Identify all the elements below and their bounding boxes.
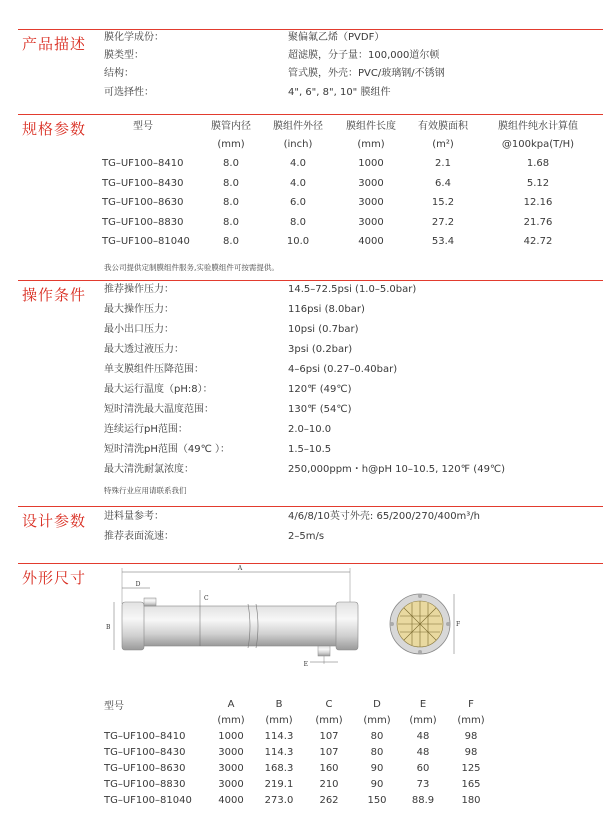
- table-row: [102, 193, 600, 213]
- table-cell: 1000: [358, 158, 384, 170]
- table-row: [102, 154, 600, 174]
- model-cell: TG–UF100–8830: [104, 778, 186, 790]
- ops-value: 10psi (0.7bar): [288, 324, 359, 335]
- table-cell: 3000: [358, 197, 384, 209]
- table-cell: 8.0: [223, 216, 239, 228]
- spec-note: 我公司提供定制膜组件服务,实验膜组件可按需提供。: [104, 263, 279, 272]
- dims-unit-cell: (mm): [363, 714, 391, 726]
- model-cell: TG–UF100–81040: [102, 236, 190, 248]
- ops-value: 250,000ppm・h@pH 10–10.5, 120℉ (49℃): [288, 464, 506, 475]
- dim-label-d: D: [135, 581, 141, 588]
- table-cell: 4.0: [290, 158, 306, 170]
- table-cell: 4000: [218, 794, 244, 806]
- dim-label-b: B: [106, 624, 111, 631]
- table-row: [104, 744, 496, 760]
- ops-value: 116psi (8.0bar): [288, 304, 365, 315]
- ops-row: [0, 381, 615, 399]
- module-end-view-drawing: [384, 588, 464, 668]
- table-row: [102, 174, 600, 194]
- ops-row: [0, 281, 615, 299]
- table-cell: 165: [461, 778, 481, 790]
- spec-header-cell: 有效膜面积: [418, 121, 468, 133]
- design-value: 4/6/8/10英寸外壳: 65/200/270/400m³/h: [288, 511, 481, 522]
- module-port-bottom: [318, 646, 330, 656]
- section-title-design: 设计参数: [22, 512, 87, 530]
- section-title-ops: 操作条件: [22, 286, 87, 304]
- table-cell: 88.9: [411, 794, 435, 806]
- spec-unit-cell: @100kpa(T/H): [501, 138, 575, 150]
- ops-value: 130℉ (54℃): [288, 404, 352, 415]
- table-row: [104, 760, 496, 776]
- table-cell: 4.0: [290, 177, 306, 189]
- table-cell: 3000: [358, 216, 384, 228]
- table-cell: 107: [319, 746, 339, 758]
- table-cell: 8.0: [223, 158, 239, 170]
- table-cell: 160: [319, 762, 339, 774]
- model-cell: TG–UF100–8630: [102, 197, 184, 209]
- table-cell: 114.3: [264, 730, 294, 742]
- ops-row: [0, 361, 615, 379]
- table-cell: 1000: [218, 730, 244, 742]
- desc-value: 超滤膜，分子量：100,000道尔顿: [288, 50, 440, 61]
- module-end-right: [336, 602, 358, 650]
- desc-key: 膜化学成份：: [104, 32, 164, 43]
- model-cell: TG–UF100–8830: [102, 216, 184, 228]
- spec-unit-cell: (m²): [432, 138, 454, 150]
- dim-label-f: F: [456, 621, 461, 628]
- spec-header-cell: 型号: [133, 121, 153, 133]
- table-cell: 73: [416, 778, 430, 790]
- dims-header-cell: A: [227, 698, 235, 710]
- table-cell: 3000: [218, 778, 244, 790]
- table-cell: 80: [370, 746, 384, 758]
- table-cell: 219.1: [264, 778, 294, 790]
- table-cell: 8.0: [290, 216, 306, 228]
- dim-label-a: A: [237, 565, 243, 572]
- ops-value: 14.5–72.5psi (1.0–5.0bar): [288, 284, 417, 295]
- desc-row: [0, 47, 615, 65]
- spec-table: [102, 115, 600, 252]
- ops-value: 1.5–10.5: [288, 444, 332, 455]
- design-key: 推荐表面流速：: [104, 531, 174, 542]
- table-cell: 2.1: [435, 158, 451, 170]
- table-cell: 48: [416, 746, 430, 758]
- module-end-left: [122, 602, 144, 650]
- table-cell: 3000: [218, 746, 244, 758]
- table-cell: 42.72: [523, 236, 553, 248]
- module-side-view-drawing: [100, 560, 370, 670]
- table-cell: 3000: [218, 762, 244, 774]
- dim-label-c: C: [204, 595, 209, 602]
- section-title-desc: 产品描述: [22, 35, 87, 53]
- table-cell: 210: [319, 778, 339, 790]
- table-row: [102, 232, 600, 252]
- table-cell: 90: [370, 778, 384, 790]
- section-title-dims: 外形尺寸: [22, 569, 87, 587]
- spec-header-cell: 膜组件纯水计算值: [498, 121, 578, 133]
- spec-unit-cell: (mm): [357, 138, 385, 150]
- table-cell: 3000: [358, 177, 384, 189]
- spec-unit-cell: [102, 135, 198, 155]
- ops-key: 单支膜组件压降范围：: [104, 364, 204, 375]
- spec-header-row: [102, 115, 600, 135]
- table-cell: 60: [416, 762, 430, 774]
- ops-row: [0, 421, 615, 439]
- table-cell: 6.0: [290, 197, 306, 209]
- table-row: [104, 728, 496, 744]
- ops-key: 推荐操作压力：: [104, 284, 174, 295]
- dims-unit-cell: (mm): [409, 714, 437, 726]
- desc-value: 管式膜，外壳：PVC/玻璃钢/不锈钢: [288, 68, 445, 79]
- table-cell: 53.4: [431, 236, 455, 248]
- module-port-top: [144, 598, 156, 606]
- spec-header-cell: 膜组件外径: [273, 121, 323, 133]
- ops-row: [0, 441, 615, 459]
- table-cell: 114.3: [264, 746, 294, 758]
- desc-value: 聚偏氟乙烯（PVDF）: [288, 32, 385, 43]
- spec-header-cell: 膜组件长度: [346, 121, 396, 133]
- dims-header-cell: C: [325, 698, 333, 710]
- table-cell: 8.0: [223, 236, 239, 248]
- desc-row: [0, 65, 615, 83]
- dims-header-cell: 型号: [104, 700, 124, 712]
- ops-key: 最大透过液压力：: [104, 344, 184, 355]
- design-row: [0, 528, 615, 546]
- table-row: [104, 776, 496, 792]
- section-rule-design: [18, 506, 603, 507]
- ops-note: 特殊行业应用请联系我们: [104, 486, 187, 495]
- dims-unit-cell: (mm): [217, 714, 245, 726]
- table-cell: 168.3: [264, 762, 294, 774]
- table-cell: 6.4: [435, 177, 451, 189]
- dims-unit-cell: (mm): [457, 714, 485, 726]
- desc-key: 膜类型：: [104, 50, 144, 61]
- table-cell: 125: [461, 762, 481, 774]
- ops-key: 最小出口压力：: [104, 324, 174, 335]
- dims-header-row: [104, 696, 496, 712]
- ops-key: 最大运行温度（pH:8）：: [104, 384, 213, 395]
- ops-key: 最大清洗耐氯浓度：: [104, 464, 194, 475]
- model-cell: TG–UF100–8630: [104, 762, 186, 774]
- table-cell: 27.2: [431, 216, 455, 228]
- table-cell: 107: [319, 730, 339, 742]
- section-title-spec: 规格参数: [22, 120, 87, 138]
- table-cell: 98: [464, 730, 478, 742]
- module-tube: [126, 606, 352, 646]
- dims-header-cell: E: [419, 698, 427, 710]
- ops-key: 最大操作压力：: [104, 304, 174, 315]
- table-row: [104, 792, 496, 808]
- spec-unit-cell: (mm): [217, 138, 245, 150]
- desc-key: 可选择性：: [104, 87, 154, 98]
- ops-key: 短时清洗pH范围（49℃ ）：: [104, 444, 231, 455]
- ops-key: 连续运行pH范围：: [104, 424, 188, 435]
- table-cell: 273.0: [264, 794, 294, 806]
- table-cell: 98: [464, 746, 478, 758]
- design-value: 2–5m/s: [288, 531, 325, 542]
- spec-unit-row: [102, 135, 600, 155]
- table-cell: 48: [416, 730, 430, 742]
- model-cell: TG–UF100–8430: [102, 177, 184, 189]
- table-cell: 180: [461, 794, 481, 806]
- table-cell: 21.76: [523, 216, 553, 228]
- desc-row: [0, 29, 615, 47]
- ops-key: 短时清洗最大温度范围：: [104, 404, 214, 415]
- ops-row: [0, 341, 615, 359]
- table-cell: 1.68: [526, 158, 550, 170]
- ops-row: [0, 461, 615, 479]
- ops-value: 3psi (0.2bar): [288, 344, 353, 355]
- table-cell: 8.0: [223, 177, 239, 189]
- ops-row: [0, 321, 615, 339]
- model-cell: TG–UF100–8430: [104, 746, 186, 758]
- desc-value: 4", 6", 8", 10" 膜组件: [288, 87, 391, 98]
- model-cell: TG–UF100–8410: [102, 158, 184, 170]
- ops-value: 2.0–10.0: [288, 424, 332, 435]
- ops-value: 4–6psi (0.27–0.40bar): [288, 364, 398, 375]
- dims-unit-row: [104, 712, 496, 728]
- table-cell: 80: [370, 730, 384, 742]
- table-cell: 5.12: [526, 177, 550, 189]
- ops-row: [0, 401, 615, 419]
- table-cell: 8.0: [223, 197, 239, 209]
- table-cell: 15.2: [431, 197, 455, 209]
- model-cell: TG–UF100–81040: [104, 794, 192, 806]
- design-key: 进料量参考：: [104, 511, 164, 522]
- dim-label-e: E: [303, 661, 308, 668]
- desc-row: [0, 84, 615, 102]
- dims-header-cell: F: [468, 698, 474, 710]
- dims-unit-cell: (mm): [315, 714, 343, 726]
- dims-unit-cell: (mm): [265, 714, 293, 726]
- dims-table: [104, 696, 496, 808]
- spec-unit-cell: (inch): [283, 138, 313, 150]
- table-row: [102, 213, 600, 233]
- dims-unit-cell: [104, 712, 208, 728]
- design-row: [0, 508, 615, 526]
- dims-header-cell: B: [275, 698, 283, 710]
- table-cell: 4000: [358, 236, 384, 248]
- desc-key: 结构：: [104, 68, 134, 79]
- model-cell: TG–UF100–8410: [104, 730, 186, 742]
- ops-row: [0, 301, 615, 319]
- table-cell: 262: [319, 794, 339, 806]
- ops-value: 120℉ (49℃): [288, 384, 352, 395]
- table-cell: 90: [370, 762, 384, 774]
- spec-header-cell: 膜管内径: [211, 121, 251, 133]
- table-cell: 12.16: [523, 197, 553, 209]
- table-cell: 150: [367, 794, 387, 806]
- dims-header-cell: D: [373, 698, 381, 710]
- table-cell: 10.0: [286, 236, 310, 248]
